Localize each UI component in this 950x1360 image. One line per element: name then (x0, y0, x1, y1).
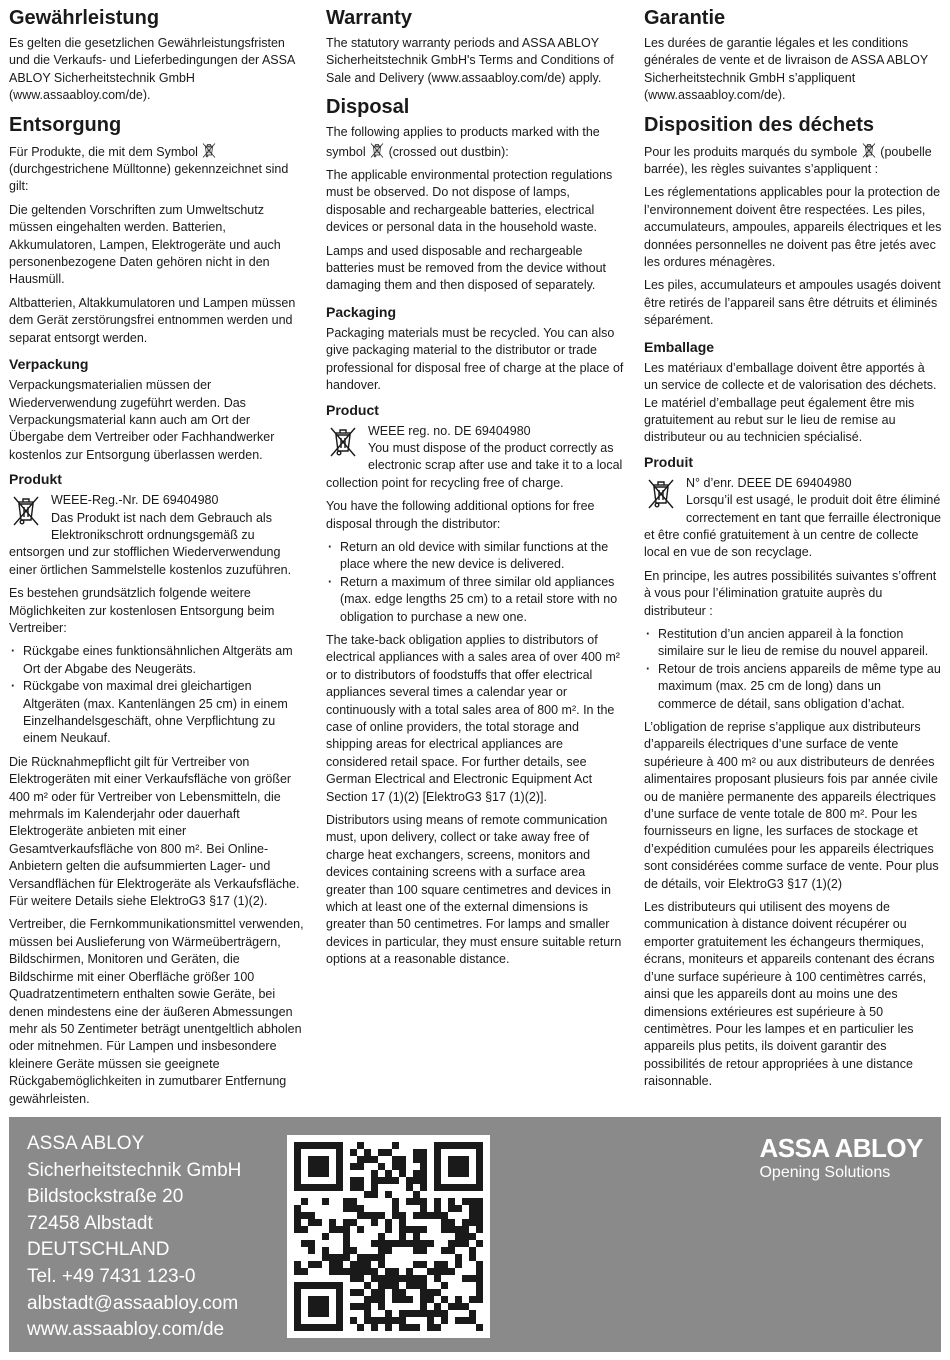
disposal-paragraph-2: Les piles, accumulateurs et ampoules usagés doivent être retirés de l’appareil sans être détruits et éliminés séparément. (644, 278, 941, 328)
disposal-intro-post: (crossed out dustbin): (388, 144, 509, 159)
disposal-paragraph-2: Altbatterien, Altakkumulatoren und Lampen müssen dem Gerät zerstörungsfrei entnommen werden und separat entsorgt werden. (9, 295, 296, 345)
take-back-obligation: Die Rücknahmepflicht gilt für Vertreiber von Elektrogeräten mit einer Verkaufsfläche von größer 400 m² oder für Vertreiber von Lebensmitteln, die mehrmals im Kalenderjahr oder dauerhaft Elektrogeräte anbieten mit einer Gesamtverkaufsfläche von 800 m². Bei Online-Anbietern gelten die aufsummierten Lager- und Versandflächen für Elektrogeräte als Verkaufsfläche. Für weitere Details siehe ElektroG3 §17 (1)(2). (9, 754, 300, 909)
country: DEUTSCHLAND (27, 1239, 170, 1261)
product-section (644, 453, 942, 1091)
take-back-obligation: The take-back obligation applies to distributors of electrical appliances with a sales area of over 400 m² or to distributors of foodstuffs that offer electrical appliances several times a calendar year or continuously with a total sales area of 800 m². In the case of online providers, the total storage and shipping areas for electrical appliances are considered retail space. For further details, see German Electrical and Electronic Equipment Act Section 17 (1)(2) [ElektroG3 §17 (1)(2)]. (326, 632, 620, 804)
brand (759, 1133, 923, 1183)
product-section (9, 470, 307, 1108)
warranty-section (326, 6, 624, 87)
column-french (644, 6, 942, 1097)
product-disposal-text: Das Produkt ist nach dem Gebrauch als Elektronikschrott ordnungsgemäß zu entsorgen und zur stofflichen Wiederverwendung einer örtlichen Sammelstelle kostenlos zuzuführen. (9, 510, 292, 577)
weee-reg-number: WEEE-Reg.-Nr. DE 69404980 (51, 493, 219, 508)
product-heading: Produit (644, 453, 693, 470)
warranty-section (644, 6, 942, 105)
take-back-obligation: L’obligation de reprise s’applique aux distributeurs d’appareils électriques d’une surface de vente supérieure à 400 m² ou aux distributeurs de denrées alimentaires proposant plusieurs fois par année civile ou de manière permanente des appareils électriques d’une surface de vente totale de 800 m². Pour les fournisseurs en ligne, les surfaces de stockage et d’expédition cumulées pour les appareils électriques sont considérées comme surface de vente. Pour plus de détails, voir ElektroG3 §17 (1)(2) (644, 720, 939, 891)
packaging-text: Verpackungsmaterialien müssen der Wiederverwendung zugeführt werden. Das Verpackungsmaterial kann auch am Ort der Übergabe dem Vertreiber oder Fachhandwerker kostenlos zur Entsorgung überlassen werden. (9, 378, 275, 462)
options-list (644, 626, 942, 713)
warranty-heading: Warranty (326, 7, 412, 29)
warranty-section (9, 6, 307, 105)
options-intro: En principe, les autres possibilités suivantes s’offrent à vous pour l’élimination gratuite auprès du distributeur : (644, 568, 937, 618)
weee-reg-number: N° d’enr. DEEE DE 69404980 (686, 475, 852, 490)
footer (9, 1117, 941, 1352)
crossed-out-bin-icon (328, 425, 358, 459)
disposal-intro-pre: The following applies to products marked with the symbol (326, 125, 600, 159)
company-name-line2: Sicherheitstechnik GmbH (27, 1159, 242, 1181)
weee-reg-number: WEEE reg. no. DE 69404980 (368, 423, 531, 438)
column-english (326, 6, 624, 975)
disposal-section (644, 113, 942, 330)
company-address (27, 1131, 241, 1344)
remote-distributors: Les distributeurs qui utilisent des moyens de communication à distance doivent récupérer ou emporter gratuitement les échangeurs thermiques, écrans, moniteurs et appareils contenant des écrans d’une surface supérieure à 100 centimètres carrés, ainsi que les appareils dont au moins une des dimensions extérieures est supérieure à 50 centimètres. Pour les lampes et en particulier les appareils plus petits, ils doivent garantir des possibilités de retour appropriées à une distance raisonnable. (644, 900, 935, 1089)
remote-distributors: Vertreiber, die Fernkommunikationsmittel verwenden, müssen bei Auslieferung von Wärmeüberträgern, Bildschirmen, Monitoren und Geräten, die Bildschirme mit einer Oberfläche größer 100 Quadratzentimetern enthalten sowie Geräte, bei denen mindestens eine der äußeren Abmessungen mehr als 50 Zentimeter beträgt unentgeltlich abholen oder mitnehmen. Für Lampen und insbesondere kleinere Geräte müssen sie geeignete Rückgabemöglichkeiten in zumutbarer Entfernung gewährleisten. (9, 917, 304, 1106)
list-item: · Rückgabe von maximal drei gleichartigen Altgeräten (max. Kantenlängen 25 cm) in einem Einzelhandelsgeschäft, ohne Verpflichtung zu einem Neukauf. (9, 678, 307, 748)
list-item: · Rückgabe eines funktionsähnlichen Altgeräts am Ort der Abgabe des Neugeräts. (9, 643, 307, 678)
packaging-section (644, 338, 942, 447)
product-heading: Produkt (9, 471, 62, 488)
disposal-intro-pre: Pour les produits marqués du symbole (644, 144, 858, 159)
crossed-out-bin-icon (11, 494, 41, 528)
crossed-out-bin-icon (861, 142, 877, 159)
disposal-section (326, 95, 624, 295)
city: 72458 Albstadt (27, 1212, 153, 1234)
list-item: · Return a maximum of three similar old appliances (max. edge lengths 25 cm) to a retail store with no obligation to purchase a new one. (326, 574, 624, 626)
packaging-heading: Emballage (644, 338, 715, 355)
options-intro: You have the following additional options for free disposal through the distributor: (326, 499, 595, 531)
warranty-text: The statutory warranty periods and ASSA ABLOY Sicherheitstechnik GmbH's Terms and Conditions of Sale and Delivery (www.assaabloy.com/de) apply. (326, 36, 614, 85)
website-link[interactable]: www.assaabloy.com/de (27, 1319, 225, 1341)
warranty-heading: Garantie (644, 7, 726, 29)
product-weee-block (9, 492, 307, 579)
packaging-heading: Verpackung (9, 356, 89, 373)
phone: Tel. +49 7431 123-0 (27, 1265, 196, 1287)
packaging-section (326, 303, 624, 395)
email-link[interactable]: albstadt@assaabloy.com (27, 1292, 239, 1314)
product-section (326, 401, 624, 969)
crossed-out-bin-icon (646, 477, 676, 511)
list-item: · Restitution d’un ancien appareil à la fonction similaire sur le lieu de remise du nouvel appareil. (644, 626, 942, 661)
packaging-section (9, 355, 307, 464)
qr-code-icon (287, 1135, 490, 1338)
disposal-intro-post: (durchgestrichene Mülltonne) gekennzeichnet sind gilt: (9, 162, 289, 194)
disposal-heading: Entsorgung (9, 113, 122, 136)
crossed-out-bin-icon (201, 142, 217, 159)
product-weee-block (326, 423, 624, 493)
list-item: · Retour de trois anciens appareils de même type au maximum (max. 25 cm de long) dans un commerce de détail, sans obligation d’achat. (644, 661, 942, 713)
options-intro: Es bestehen grundsätzlich folgende weitere Möglichkeiten zur kostenlosen Entsorgung beim Vertreiber: (9, 586, 275, 635)
disposal-intro (326, 124, 624, 161)
brand-tagline: Opening Solutions (759, 1164, 891, 1181)
disposal-intro (9, 142, 307, 196)
packaging-heading: Packaging (326, 303, 397, 320)
street: Bildstockstraße 20 (27, 1186, 184, 1208)
product-heading: Product (326, 401, 379, 418)
crossed-out-bin-icon (369, 142, 385, 159)
disposal-intro-post: (poubelle barrée), les règles suivantes s’appliquent : (644, 144, 932, 177)
disposal-section (9, 113, 307, 347)
remote-distributors: Distributors using means of remote communication must, upon delivery, collect or take away free of charge heat exchangers, screens, monitors and devices containing screens with a surface area greater than 100 square centimetres and devices in which at least one of the external dimensions is greater than 50 centimetres. For lamps and smaller devices in particular, they must ensure suitable return options at a reasonable distance. (326, 813, 622, 967)
disposal-paragraph-1: Die geltenden Vorschriften zum Umweltschutz müssen eingehalten werden. Batterien, Akkumulatoren, Lampen, Elektrogeräte und auch personenbezogene Daten gehören nicht in den Hausmüll. (9, 202, 281, 287)
disposal-heading: Disposal (326, 96, 410, 119)
packaging-text: Packaging materials must be recycled. You can also give packaging material to the distributor or trade professional for disposal free of charge at the place of handover. (326, 325, 624, 393)
disposal-heading: Disposition des déchets (644, 113, 875, 136)
assa-abloy-logo: ASSA ABLOY (759, 1133, 923, 1163)
warranty-heading: Gewährleistung (9, 7, 160, 29)
options-list (326, 539, 624, 626)
options-list (9, 643, 307, 747)
product-weee-block (644, 475, 942, 562)
company-name: ASSA ABLOY (27, 1133, 145, 1154)
list-item: · Return an old device with similar functions at the place where the new device is delivered. (326, 539, 624, 574)
disposal-intro (644, 142, 942, 179)
disposal-paragraph-2: Lamps and used disposable and rechargeable batteries must be removed from the device without damaging them and then disposed of separately. (326, 243, 606, 293)
product-disposal-text: Lorsqu’il est usagé, le produit doit être éliminé correctement en tant que ferraille électronique et être confié gratuitement à un centre de collecte local en vue de son recyclage. (644, 493, 942, 560)
disposal-paragraph-1: Les réglementations applicables pour la protection de l’environnement doivent être respectées. Les piles, accumulateurs, ampoules, appareils électriques et les données personnelles ne doivent pas être jetés avec les ordures ménagères. (644, 185, 942, 270)
warranty-text: Es gelten die gesetzlichen Gewährleistungsfristen und die Verkaufs- und Lieferbedingungen der ASSA ABLOY Sicherheitstechnik GmbH (www.assaabloy.com/de). (9, 36, 295, 103)
product-disposal-text: You must dispose of the product correctly as electronic scrap after use and take it to a local collection point for recycling free of charge. (326, 440, 623, 490)
disposal-intro-pre: Für Produkte, die mit dem Symbol (9, 144, 198, 159)
column-german (9, 6, 307, 1114)
disposal-paragraph-1: The applicable environmental protection regulations must be observed. Do not dispose of lamps, disposable and rechargeable batteries, electrical devices or personal data in the household waste. (326, 168, 613, 235)
warranty-text: Les durées de garantie légales et les conditions générales de vente et de livraison de ASSA ABLOY Sicherheitstechnik GmbH s’appliquent (www.assaabloy.com/de). (644, 36, 928, 103)
packaging-text: Les matériaux d’emballage doivent être apportés à un service de collecte et de valorisation des déchets. Le matériel d’emballage peut également être mis gratuitement au rebut sur le lieu de remise au distributeur ou au technicien spécialisé. (644, 360, 937, 445)
